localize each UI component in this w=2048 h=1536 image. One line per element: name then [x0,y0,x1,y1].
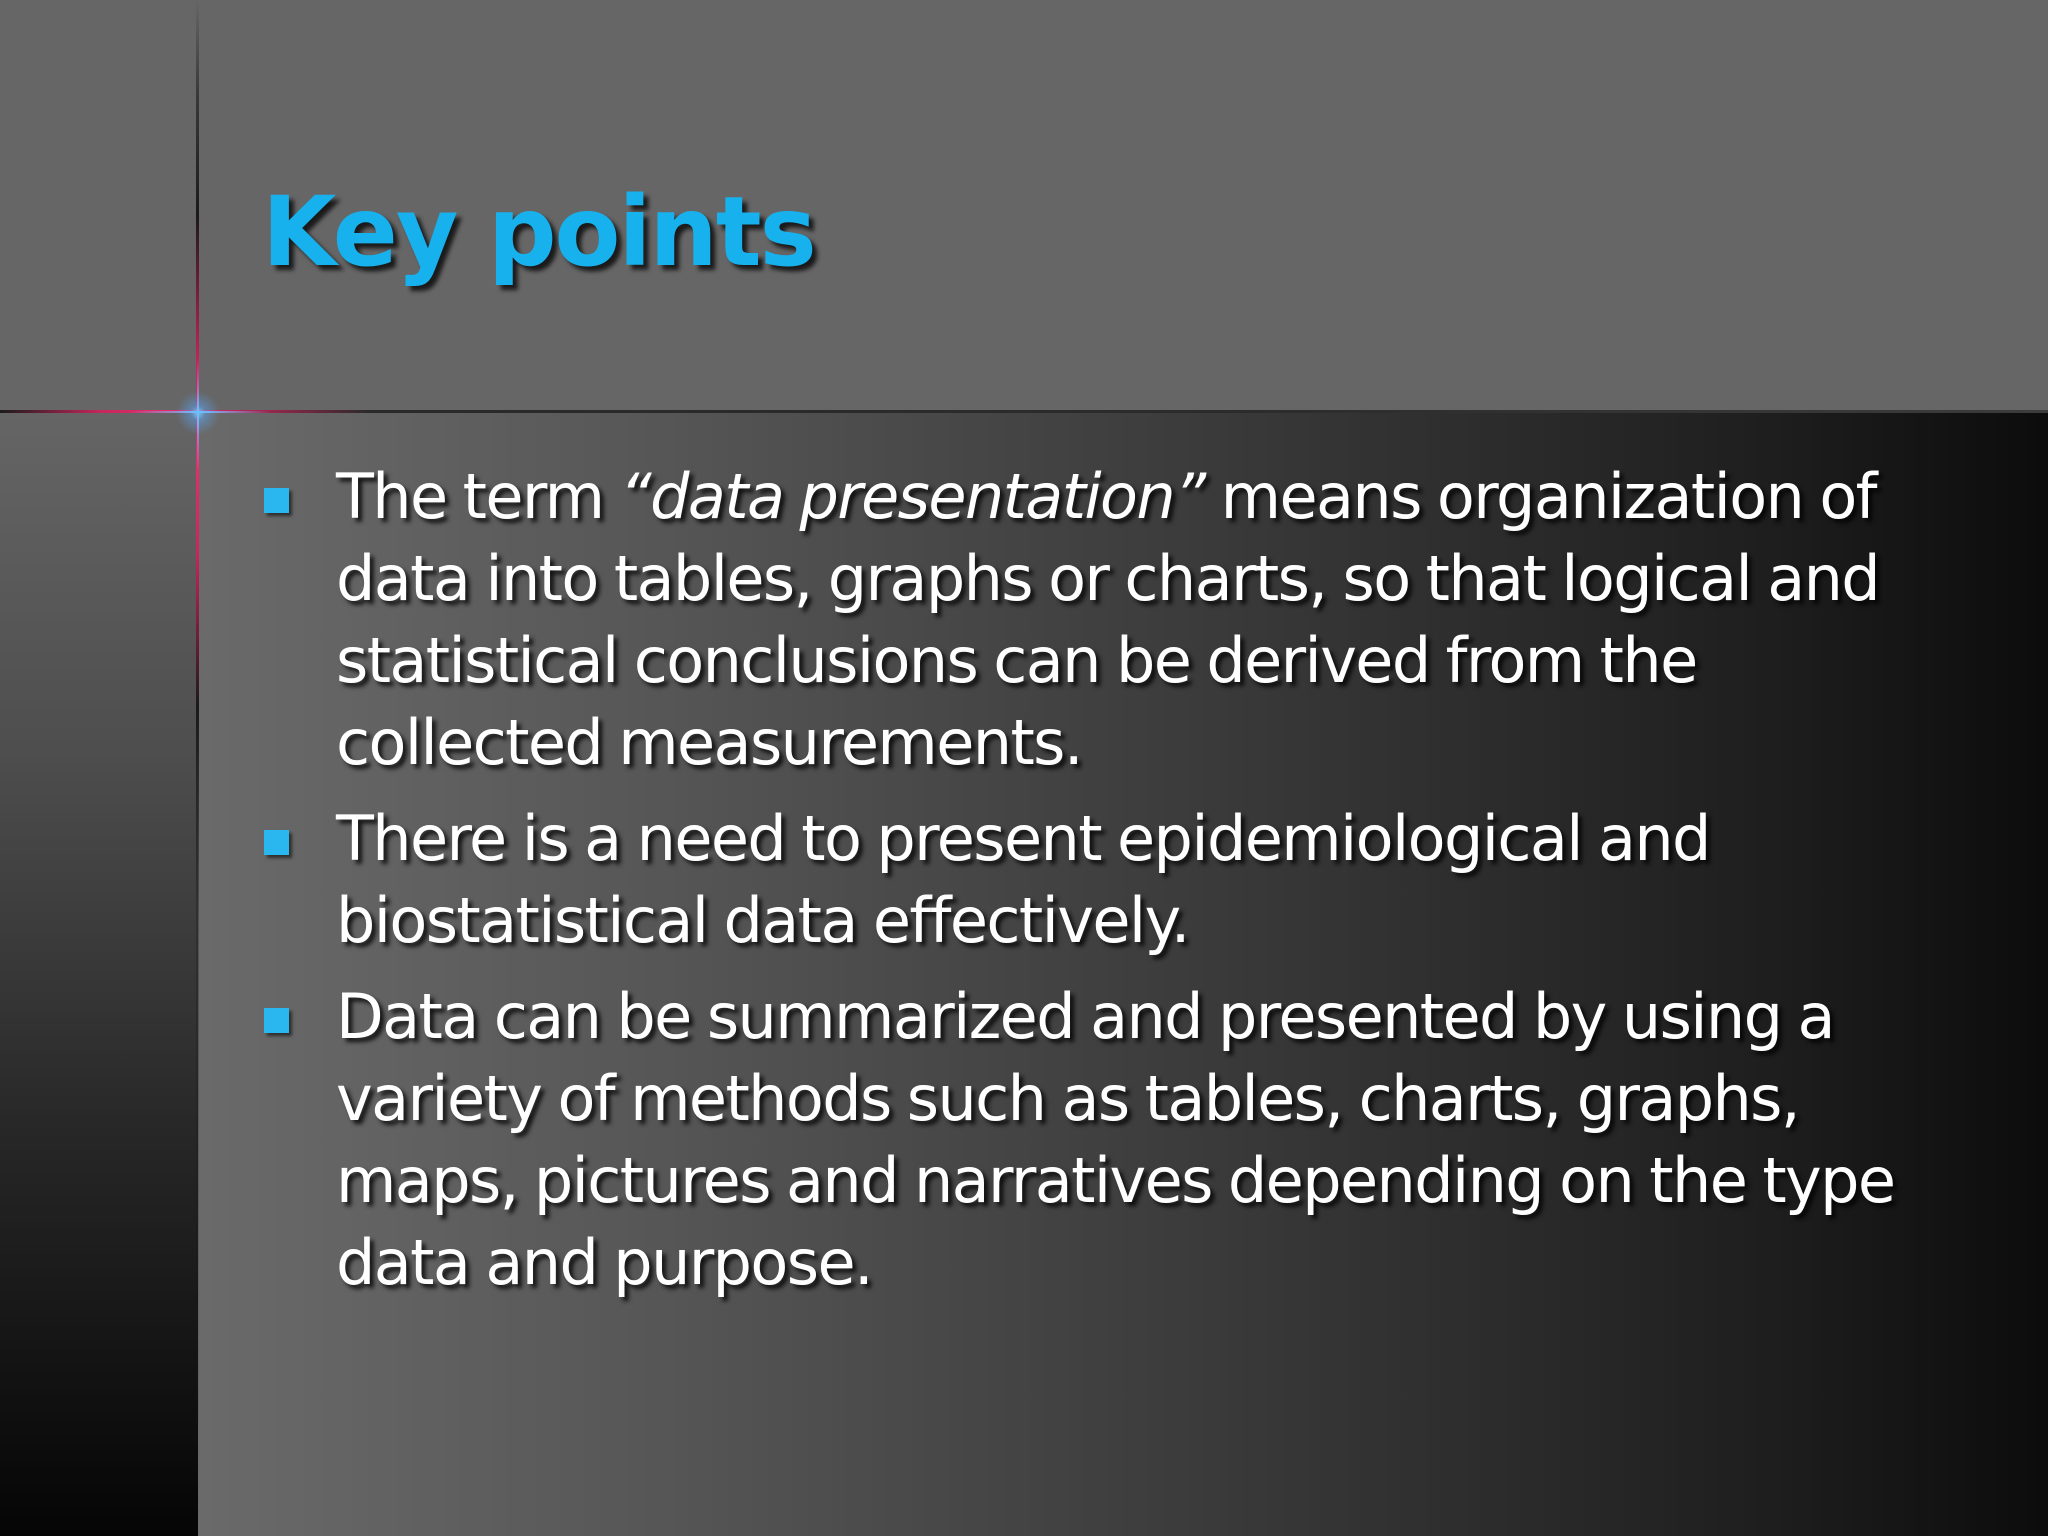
bullet-item-3 [262,976,1902,1304]
cross-sparkle-horizontal [130,411,270,413]
slide-title: Key points [262,176,815,288]
bullet-text-pre: Data can be summarized and presented by using a variety of methods such as tables, charts, graphs, maps, pictures and narratives depending on the type data and purpose. [336,980,1895,1299]
bullet-text [336,460,1879,779]
bullet-text-pre: The term [336,460,620,533]
bullet-list [262,456,1902,1318]
cross-sparkle-vertical [197,360,199,470]
vertical-accent-line [196,0,199,1536]
bullet-text-post: means organization of data into tables, graphs or charts, so that logical and statistical conclusions can be derived from the collected measurements. [336,460,1880,779]
square-bullet-icon [264,488,289,513]
bullet-text-emphasis: “data presentation” [619,460,1205,533]
bullet-text-pre: There is a need to present epidemiological and biostatistical data effectively. [336,802,1710,957]
left-strip [0,412,198,1536]
square-bullet-icon [264,1008,289,1033]
horizontal-accent-line [0,410,2048,413]
bullet-text [336,980,1894,1299]
bullet-item-2 [262,798,1902,962]
bullet-item-1 [262,456,1902,784]
bullet-text [336,802,1710,957]
square-bullet-icon [264,830,289,855]
